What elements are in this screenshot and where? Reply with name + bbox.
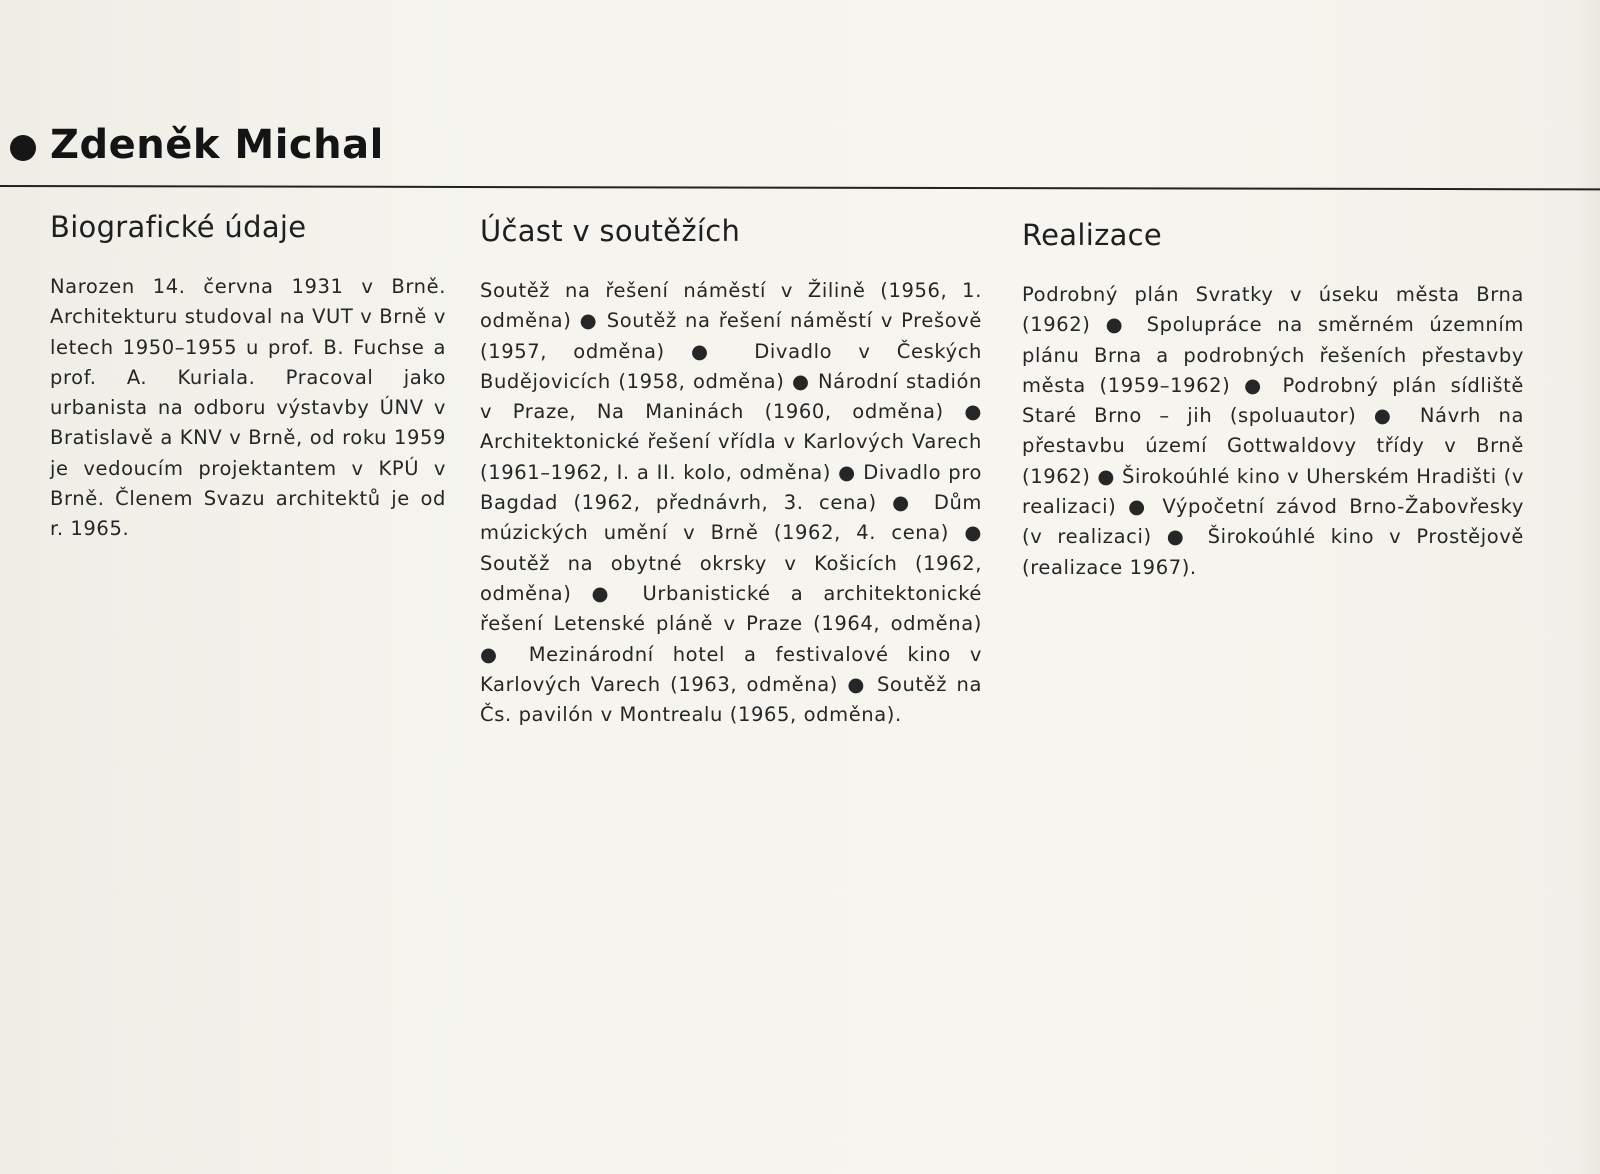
column-text-realizations: Podrobný plán Svratky v úseku města Brna (1962) ● Spolupráce na směrném územním plánu Brna a podrobných řešeních přestavby města (1959–1962) ● Podrobný plán sídliště Staré Brno – jih (spoluautor) ● Návrh na přestavbu území Gottwaldovy třídy v Brně (1962) ● Širokoúhlé kino v Uherském Hradišti (v realizaci) ● Výpočetní závod Brno-Žabovřesky (v realizaci) ● Širokoúhlé kino v Prostějově (realizace 1967). <box>1022 283 1524 579</box>
column-text-biography: Narozen 14. června 1931 v Brně. Architekturu studoval na VUT v Brně v letech 1950–1955 u prof. B. Fuchse a prof. A. Kuriala. Pracoval jako urbanista na odboru výstavby ÚNV v Bratislavě a KNV v Brně, od roku 1959 je vedoucím projektantem v KPÚ v Brně. Členem Svazu architektů je od r. 1965. <box>50 275 446 541</box>
column-biography <box>50 210 446 545</box>
column-heading-biography: Biografické údaje <box>50 210 307 244</box>
column-realizations <box>1022 218 1524 583</box>
page-edge-shadow <box>1572 0 1600 1174</box>
column-heading-realizations: Realizace <box>1022 218 1163 252</box>
column-text-competitions: Soutěž na řešení náměstí v Žilině (1956, 1. odměna) ● Soutěž na řešení náměstí v Prešově (1957, odměna) ● Divadlo v Českých Budějovicích (1958, odměna) ● Národní stadión v Praze, Na Maninách (1960, odměna) ● Architektonické řešení vřídla v Karlových Varech (1961–1962, I. a II. kolo, odměna) ● Divadlo pro Bagdad (1962, přednávrh, 3. cena) ● Dům múzických umění v Brně (1962, 4. cena) ● Soutěž na obytné okrsky v Košicích (1962, odměna) ● Urbanistické a architektonické řešení Letenské pláně v Praze (1964, odměna) ● Mezinárodní hotel a festivalové kino v Karlových Varech (1963, odměna) ● Soutěž na Čs. pavilón v Montrealu (1965, odměna). <box>480 279 982 727</box>
bullet-icon <box>10 135 36 161</box>
title-row <box>10 122 384 168</box>
column-heading-competitions: Účast v soutěžích <box>480 214 741 248</box>
title-divider <box>0 185 1600 190</box>
column-competitions <box>480 214 982 730</box>
page-title: Zdeněk Michal <box>50 122 384 168</box>
